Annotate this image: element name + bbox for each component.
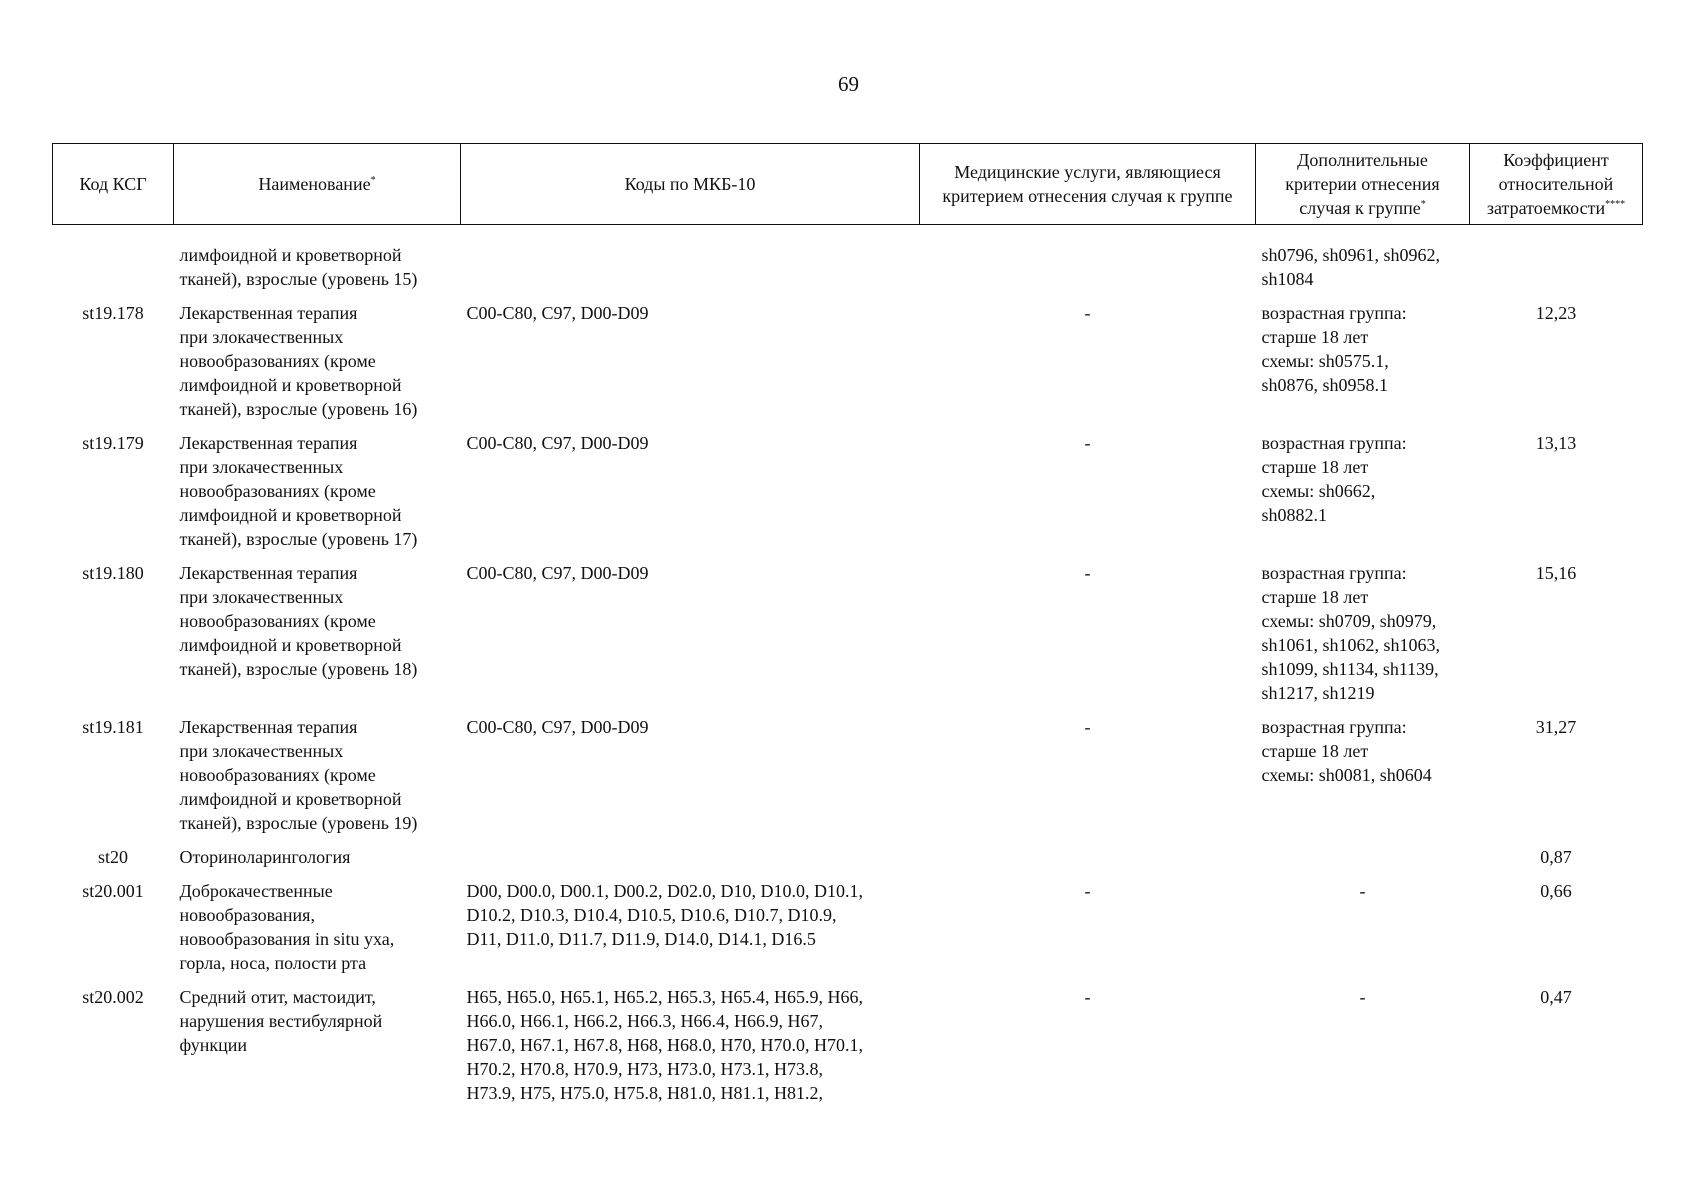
cell-name: Лекарственная терапия при злокачественных новообразованиях (кроме лимфоидной и кроветворной тканей), взрослые (уровень 18) — [179, 563, 418, 679]
header-icd: Коды по МКБ-10 — [461, 144, 920, 225]
cell-name: Средний отит, мастоидит, нарушения вестибулярной функции — [179, 987, 383, 1055]
cell-icd: C00-C80, C97, D00-D09 — [466, 717, 649, 737]
cell-name: Доброкачественные новообразования, новообразования in situ уха, горла, носа, полости рта — [179, 881, 395, 973]
cell-services: - — [1084, 881, 1091, 901]
cell-extra: - — [1359, 987, 1366, 1007]
cell-code: st19.179 — [82, 433, 144, 453]
cell-coef: 15,16 — [1535, 563, 1577, 583]
cell-icd: C00-C80, C97, D00-D09 — [466, 433, 649, 453]
cell-coef: 0,47 — [1540, 987, 1572, 1007]
cell-extra: - — [1359, 881, 1366, 901]
footnote-mark: **** — [1605, 199, 1626, 210]
cell-coef: 0,66 — [1540, 881, 1572, 901]
table-row — [53, 845, 1643, 879]
cell-extra: возрастная группа: старше 18 лет схемы: sh0662, sh0882.1 — [1261, 433, 1407, 525]
cell-code: st19.181 — [82, 717, 144, 737]
cell-icd: D00, D00.0, D00.1, D00.2, D02.0, D10, D10.0, D10.1, D10.2, D10.3, D10.4, D10.5, D10.6, D10.7, D10.9, D11, D11.0, D11.7, D11.9, D14.0, D14.1, D16.5 — [466, 881, 863, 949]
cell-icd: C00-C80, C97, D00-D09 — [466, 563, 649, 583]
cell-icd — [461, 845, 920, 879]
cell-services: - — [1084, 987, 1091, 1007]
cell-services — [920, 845, 1256, 879]
cell-extra: sh0796, sh0961, sh0962, sh1084 — [1261, 245, 1441, 289]
cell-icd: C00-C80, C97, D00-D09 — [466, 303, 649, 323]
cell-name: Оториноларингология — [179, 847, 351, 867]
header-code: Код КСГ — [53, 144, 174, 225]
cell-extra: возрастная группа: старше 18 лет схемы: sh0081, sh0604 — [1261, 717, 1432, 785]
cell-services: - — [1084, 563, 1091, 583]
table-row — [53, 715, 1643, 845]
header-extra: Дополнительные критерии отнесения случая к группе* — [1256, 144, 1470, 225]
cell-extra: возрастная группа: старше 18 лет схемы: sh0709, sh0979, sh1061, sh1062, sh1063, sh1099, sh1134, sh1139, sh1217, sh1219 — [1261, 563, 1441, 703]
table-row — [53, 561, 1643, 715]
table-header-row — [53, 144, 1643, 225]
cell-services — [920, 243, 1256, 301]
cell-name: лимфоидной и кроветворной тканей), взрослые (уровень 15) — [179, 245, 418, 289]
cell-coef: 12,23 — [1535, 303, 1577, 323]
cell-code — [53, 243, 174, 301]
cell-services: - — [1084, 717, 1091, 737]
cell-code: st20.002 — [82, 987, 144, 1007]
table-row — [53, 243, 1643, 301]
cell-code: st19.180 — [82, 563, 144, 583]
cell-services: - — [1084, 433, 1091, 453]
footnote-mark: * — [1420, 199, 1426, 210]
ksg-table — [52, 143, 1643, 1115]
cell-coef: 31,27 — [1535, 717, 1577, 737]
header-name: Наименование* — [174, 144, 461, 225]
table-row — [53, 431, 1643, 561]
cell-code: st20 — [97, 847, 128, 867]
footnote-mark: * — [370, 175, 376, 186]
cell-coef: 13,13 — [1535, 433, 1577, 453]
cell-icd — [461, 243, 920, 301]
table-row — [53, 879, 1643, 985]
header-services: Медицинские услуги, являющиеся критерием отнесения случая к группе — [920, 144, 1256, 225]
cell-name: Лекарственная терапия при злокачественных новообразованиях (кроме лимфоидной и кроветворной тканей), взрослые (уровень 17) — [179, 433, 418, 549]
cell-services: - — [1084, 303, 1091, 323]
cell-extra: возрастная группа: старше 18 лет схемы: sh0575.1, sh0876, sh0958.1 — [1261, 303, 1407, 395]
cell-coef: 0,87 — [1540, 847, 1572, 867]
header-coef: Коэффициент относительной затратоемкости**** — [1470, 144, 1643, 225]
cell-extra — [1256, 845, 1470, 879]
cell-coef — [1470, 243, 1643, 301]
cell-code: st19.178 — [82, 303, 144, 323]
page-number: 69 — [838, 72, 859, 96]
cell-code: st20.001 — [82, 881, 144, 901]
cell-icd: H65, H65.0, H65.1, H65.2, H65.3, H65.4, H65.9, H66, H66.0, H66.1, H66.2, H66.3, H66.4, H66.9, H67, H67.0, H67.1, H67.8, H68, H68.0, H70, H70.0, H70.1, H70.2, H70.8, H70.9, H73, H73.0, H73.1, H73.8, H73.9, H75, H75.0, H75.8, H81.0, H81.1, H81.2, — [466, 987, 863, 1103]
table-row — [53, 985, 1643, 1115]
cell-name: Лекарственная терапия при злокачественных новообразованиях (кроме лимфоидной и кроветворной тканей), взрослые (уровень 16) — [179, 303, 418, 419]
cell-name: Лекарственная терапия при злокачественных новообразованиях (кроме лимфоидной и кроветворной тканей), взрослые (уровень 19) — [179, 717, 418, 833]
table-row — [53, 301, 1643, 431]
